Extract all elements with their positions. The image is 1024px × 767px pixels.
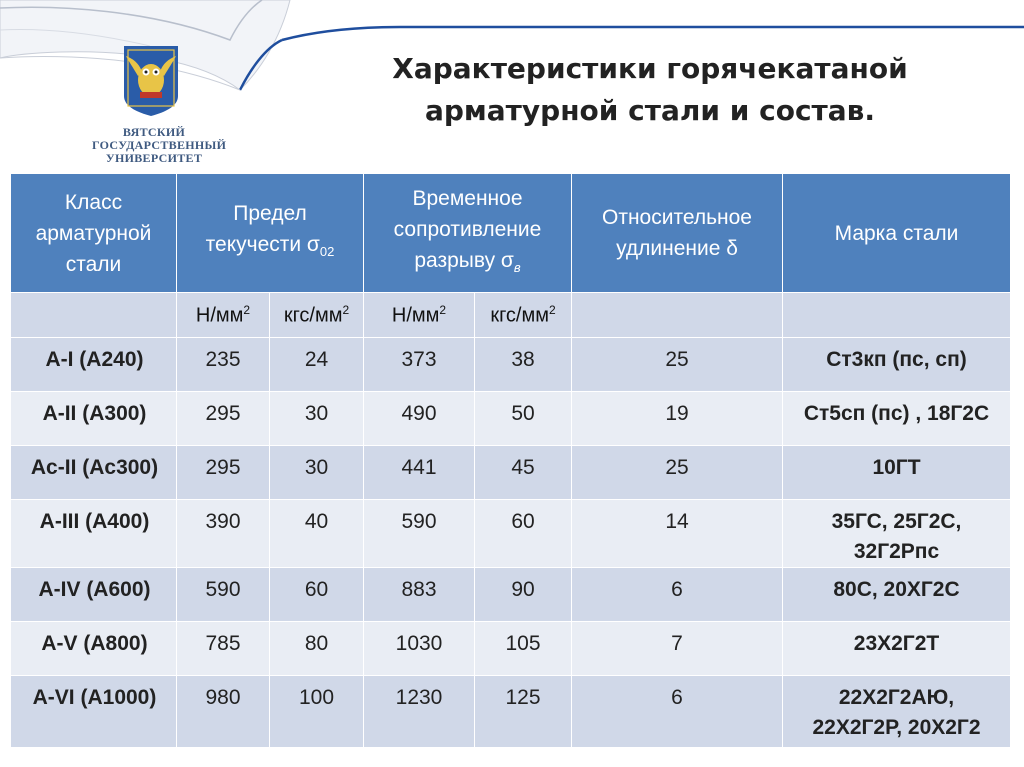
unit-kgsmm: кгс/$мм^2$	[475, 293, 572, 338]
cell-elongation: 19	[572, 392, 783, 446]
grade-line: Ст5сп (пс) , 18Г2С	[803, 402, 990, 425]
university-logo	[92, 40, 242, 170]
table-row	[11, 622, 1011, 676]
cell-yield-nmm: 235	[177, 338, 270, 392]
cell-yield-kgsmm: 80	[270, 622, 364, 676]
cell-elongation: 7	[572, 622, 783, 676]
cell-class: A-II (A300)	[11, 392, 177, 446]
cell-strength-kgsmm: 125	[475, 676, 572, 748]
cell-strength-nmm: 883	[364, 568, 475, 622]
cell-strength-nmm: 590	[364, 500, 475, 568]
cell-yield-nmm: 390	[177, 500, 270, 568]
cell-strength-nmm: 373	[364, 338, 475, 392]
grade-line: 32Г2Рпс	[853, 540, 940, 563]
cell-yield-kgsmm: 30	[270, 446, 364, 500]
table-row	[11, 500, 1011, 568]
cell-strength-nmm: 441	[364, 446, 475, 500]
cell-yield-kgsmm: 100	[270, 676, 364, 748]
logo-line: УНИВЕРСИТЕТ	[105, 151, 203, 165]
cell-steel-grade	[783, 392, 1011, 446]
unit-nmm: $Н/мм^2$	[177, 293, 270, 338]
cell-steel-grade	[783, 446, 1011, 500]
grade-line: Ст3кп (пс, сп)	[826, 348, 967, 371]
grade-line: 22Х2Г2АЮ,	[838, 686, 955, 709]
cell-steel-grade	[783, 676, 1011, 748]
table-row	[11, 568, 1011, 622]
grade-line: 22Х2Г2Р, 20Х2Г2	[812, 716, 981, 739]
cell-strength-nmm: 1030	[364, 622, 475, 676]
units-empty	[783, 293, 1011, 338]
title-line: Характеристики горячекатаной	[392, 52, 908, 85]
cell-yield-nmm: 590	[177, 568, 270, 622]
cell-class: A-V (A800)	[11, 622, 177, 676]
cell-class: A-I (A240)	[11, 338, 177, 392]
title-line: арматурной стали и состав.	[424, 94, 876, 127]
grade-line: 35ГС, 25Г2С,	[831, 510, 962, 533]
cell-yield-nmm: 980	[177, 676, 270, 748]
logo-line: ГОСУДАРСТВЕННЫЙ	[92, 138, 227, 152]
cell-steel-grade	[783, 568, 1011, 622]
cell-steel-grade	[783, 622, 1011, 676]
cell-elongation: 6	[572, 676, 783, 748]
cell-strength-kgsmm: 50	[475, 392, 572, 446]
cell-class: A-III (A400)	[11, 500, 177, 568]
cell-steel-grade	[783, 500, 1011, 568]
cell-strength-kgsmm: 60	[475, 500, 572, 568]
cell-yield-nmm: 785	[177, 622, 270, 676]
header-elongation: Относительное удлинение δ	[572, 174, 783, 293]
header-steel-grade: Марка стали	[783, 174, 1011, 293]
cell-strength-kgsmm: 105	[475, 622, 572, 676]
unit-kgsmm: кгс/$мм^2$	[270, 293, 364, 338]
units-row	[11, 293, 1011, 338]
cell-yield-kgsmm: 60	[270, 568, 364, 622]
cell-class: A-IV (A600)	[11, 568, 177, 622]
table-row	[11, 338, 1011, 392]
cell-steel-grade	[783, 338, 1011, 392]
grade-line: 10ГТ	[872, 456, 921, 479]
units-empty	[572, 293, 783, 338]
header-yield: Предел текучести $\sigma_{02}$	[177, 174, 364, 293]
cell-strength-kgsmm: 90	[475, 568, 572, 622]
table-row	[11, 392, 1011, 446]
cell-yield-kgsmm: 24	[270, 338, 364, 392]
units-empty	[11, 293, 177, 338]
cell-strength-nmm: 490	[364, 392, 475, 446]
cell-strength-kgsmm: 45	[475, 446, 572, 500]
grade-line: 80С, 20ХГ2С	[833, 578, 960, 601]
cell-strength-kgsmm: 38	[475, 338, 572, 392]
cell-elongation: 6	[572, 568, 783, 622]
cell-elongation: 25	[572, 338, 783, 392]
grade-line: 23Х2Г2Т	[853, 632, 940, 655]
table-row	[11, 676, 1011, 748]
cell-yield-nmm: 295	[177, 392, 270, 446]
cell-yield-kgsmm: 40	[270, 500, 364, 568]
header-class: Класс арматурной стали	[11, 174, 177, 293]
unit-nmm: $Н/мм^2$	[364, 293, 475, 338]
logo-line: ВЯТСКИЙ	[122, 125, 186, 139]
cell-yield-kgsmm: 30	[270, 392, 364, 446]
steel-properties-table	[10, 173, 1011, 748]
cell-strength-nmm: 1230	[364, 676, 475, 748]
cell-elongation: 25	[572, 446, 783, 500]
header-tensile-strength: Временное сопротивление разрыву $\sigma_в$	[364, 174, 572, 293]
owl-emblem-icon	[122, 46, 180, 116]
table-header-row	[11, 174, 1011, 293]
cell-yield-nmm: 295	[177, 446, 270, 500]
university-name	[92, 125, 227, 165]
cell-class: A-VI (A1000)	[11, 676, 177, 748]
cell-elongation: 14	[572, 500, 783, 568]
page-title	[330, 48, 970, 132]
table-row	[11, 446, 1011, 500]
cell-class: Ac-II (Ac300)	[11, 446, 177, 500]
